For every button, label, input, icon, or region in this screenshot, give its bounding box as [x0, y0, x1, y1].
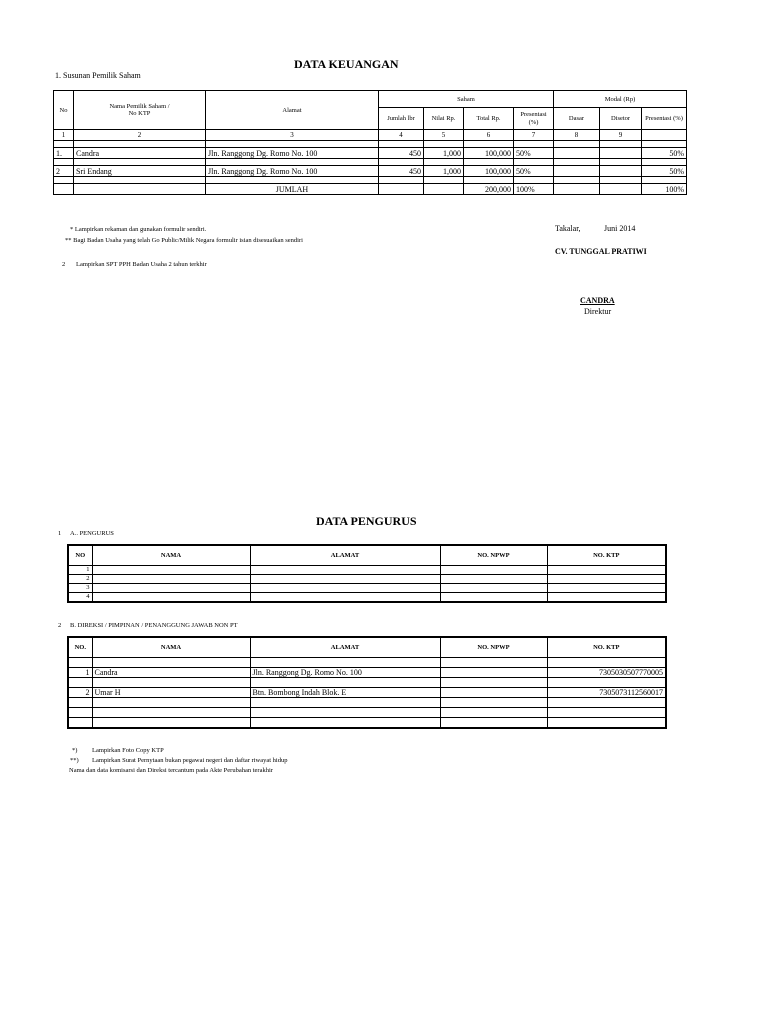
- col-no: No: [54, 91, 74, 130]
- table-row: 2: [68, 574, 666, 583]
- col-ktp: NO. KTP: [547, 545, 666, 565]
- date: Juni 2014: [604, 224, 636, 233]
- footnote-3: Nama dan data komisarsi dan Direksi tercantum pada Akte Perubahan terakhir: [69, 767, 273, 774]
- pengurus-title: DATA PENGURUS: [316, 514, 417, 528]
- pengurus-table: [67, 544, 667, 603]
- table-row: 1 Candra Jln. Ranggong Dg. Romo No. 100 7305030507770005: [68, 667, 666, 677]
- col-nama: NAMA: [92, 545, 250, 565]
- col-nama: Nama Pemilik Saham / No KTP: [74, 91, 206, 130]
- col-ktp: NO. KTP: [547, 637, 666, 657]
- col-jumlah: Jumlah lbr: [379, 108, 424, 130]
- column-number-row: 1 2 3 4 5 6 7 8 9: [54, 130, 687, 141]
- section-a-label: A.. PENGURUS: [70, 530, 114, 537]
- shareholder-table: [53, 90, 687, 195]
- col-presentasi2: Presentasi (%): [642, 108, 687, 130]
- footnote-2-mark: **): [70, 757, 79, 764]
- note-1: * Lampirkan rekaman dan gunakan formulir sendiri.: [70, 226, 207, 233]
- col-npwp: NO. NPWP: [440, 637, 547, 657]
- col-npwp: NO. NPWP: [440, 545, 547, 565]
- footnote-1-mark: *): [72, 747, 78, 754]
- signer-title: Direktur: [584, 307, 612, 316]
- table-row: 3: [68, 583, 666, 592]
- col-alamat: ALAMAT: [250, 637, 440, 657]
- col-presentasi: Presentasi (%): [514, 108, 554, 130]
- table-row: 1. Candra Jln. Ranggong Dg. Romo No. 100 450 1,000 100,000 50% 50%: [54, 148, 687, 159]
- table-row: 2 Umar H Btn. Bombong Indah Blok. E 7305073112560017: [68, 687, 666, 697]
- col-disetor: Disetor: [600, 108, 642, 130]
- col-no: NO.: [68, 637, 92, 657]
- col-no: NO: [68, 545, 92, 565]
- keuangan-subtitle: 1. Susunan Pemilik Saham: [55, 71, 141, 80]
- total-row: JUMLAH 200,000 100% 100%: [54, 184, 687, 195]
- footnote-2-text: Lampirkan Surat Pernytaan bukan pegawai negeri dan daftar riwayat hidup: [92, 757, 288, 764]
- col-alamat: ALAMAT: [250, 545, 440, 565]
- col-total: Total Rp.: [464, 108, 514, 130]
- table-row: 2 Sri Endang Jln. Ranggong Dg. Romo No. 100 450 1,000 100,000 50% 50%: [54, 166, 687, 177]
- section-b-label: B. DIREKSI / PIMPINAN / PENANGGUNG JAWAB NON PT: [70, 622, 238, 629]
- col-saham: Saham: [379, 91, 554, 108]
- place-date: Takalar,: [555, 224, 581, 233]
- col-nama: NAMA: [92, 637, 250, 657]
- col-alamat: Alamat: [206, 91, 379, 130]
- note-2: ** Bagi Badan Usaha yang telah Go Public/Milik Negara formulir isian disesuaikan sendiri: [65, 237, 303, 244]
- section-b-num: 2: [58, 622, 62, 629]
- note2-text: Lampirkan SPT PPH Badan Usaha 2 tahun terkhir: [76, 261, 207, 268]
- table-row: 4: [68, 592, 666, 602]
- section-a-num: 1: [58, 530, 62, 537]
- col-dasar: Dasar: [554, 108, 600, 130]
- footnote-1-text: Lampirkan Foto Copy KTP: [92, 747, 164, 754]
- note2-num: 2: [62, 261, 66, 268]
- keuangan-title: DATA KEUANGAN: [294, 57, 399, 71]
- col-modal: Modal (Rp): [554, 91, 687, 108]
- table-row: 1: [68, 565, 666, 574]
- signer-name: CANDRA: [580, 296, 615, 305]
- col-nilai: Nilai Rp.: [424, 108, 464, 130]
- company-name: CV. TUNGGAL PRATIWI: [555, 247, 647, 256]
- direksi-table: [67, 636, 667, 729]
